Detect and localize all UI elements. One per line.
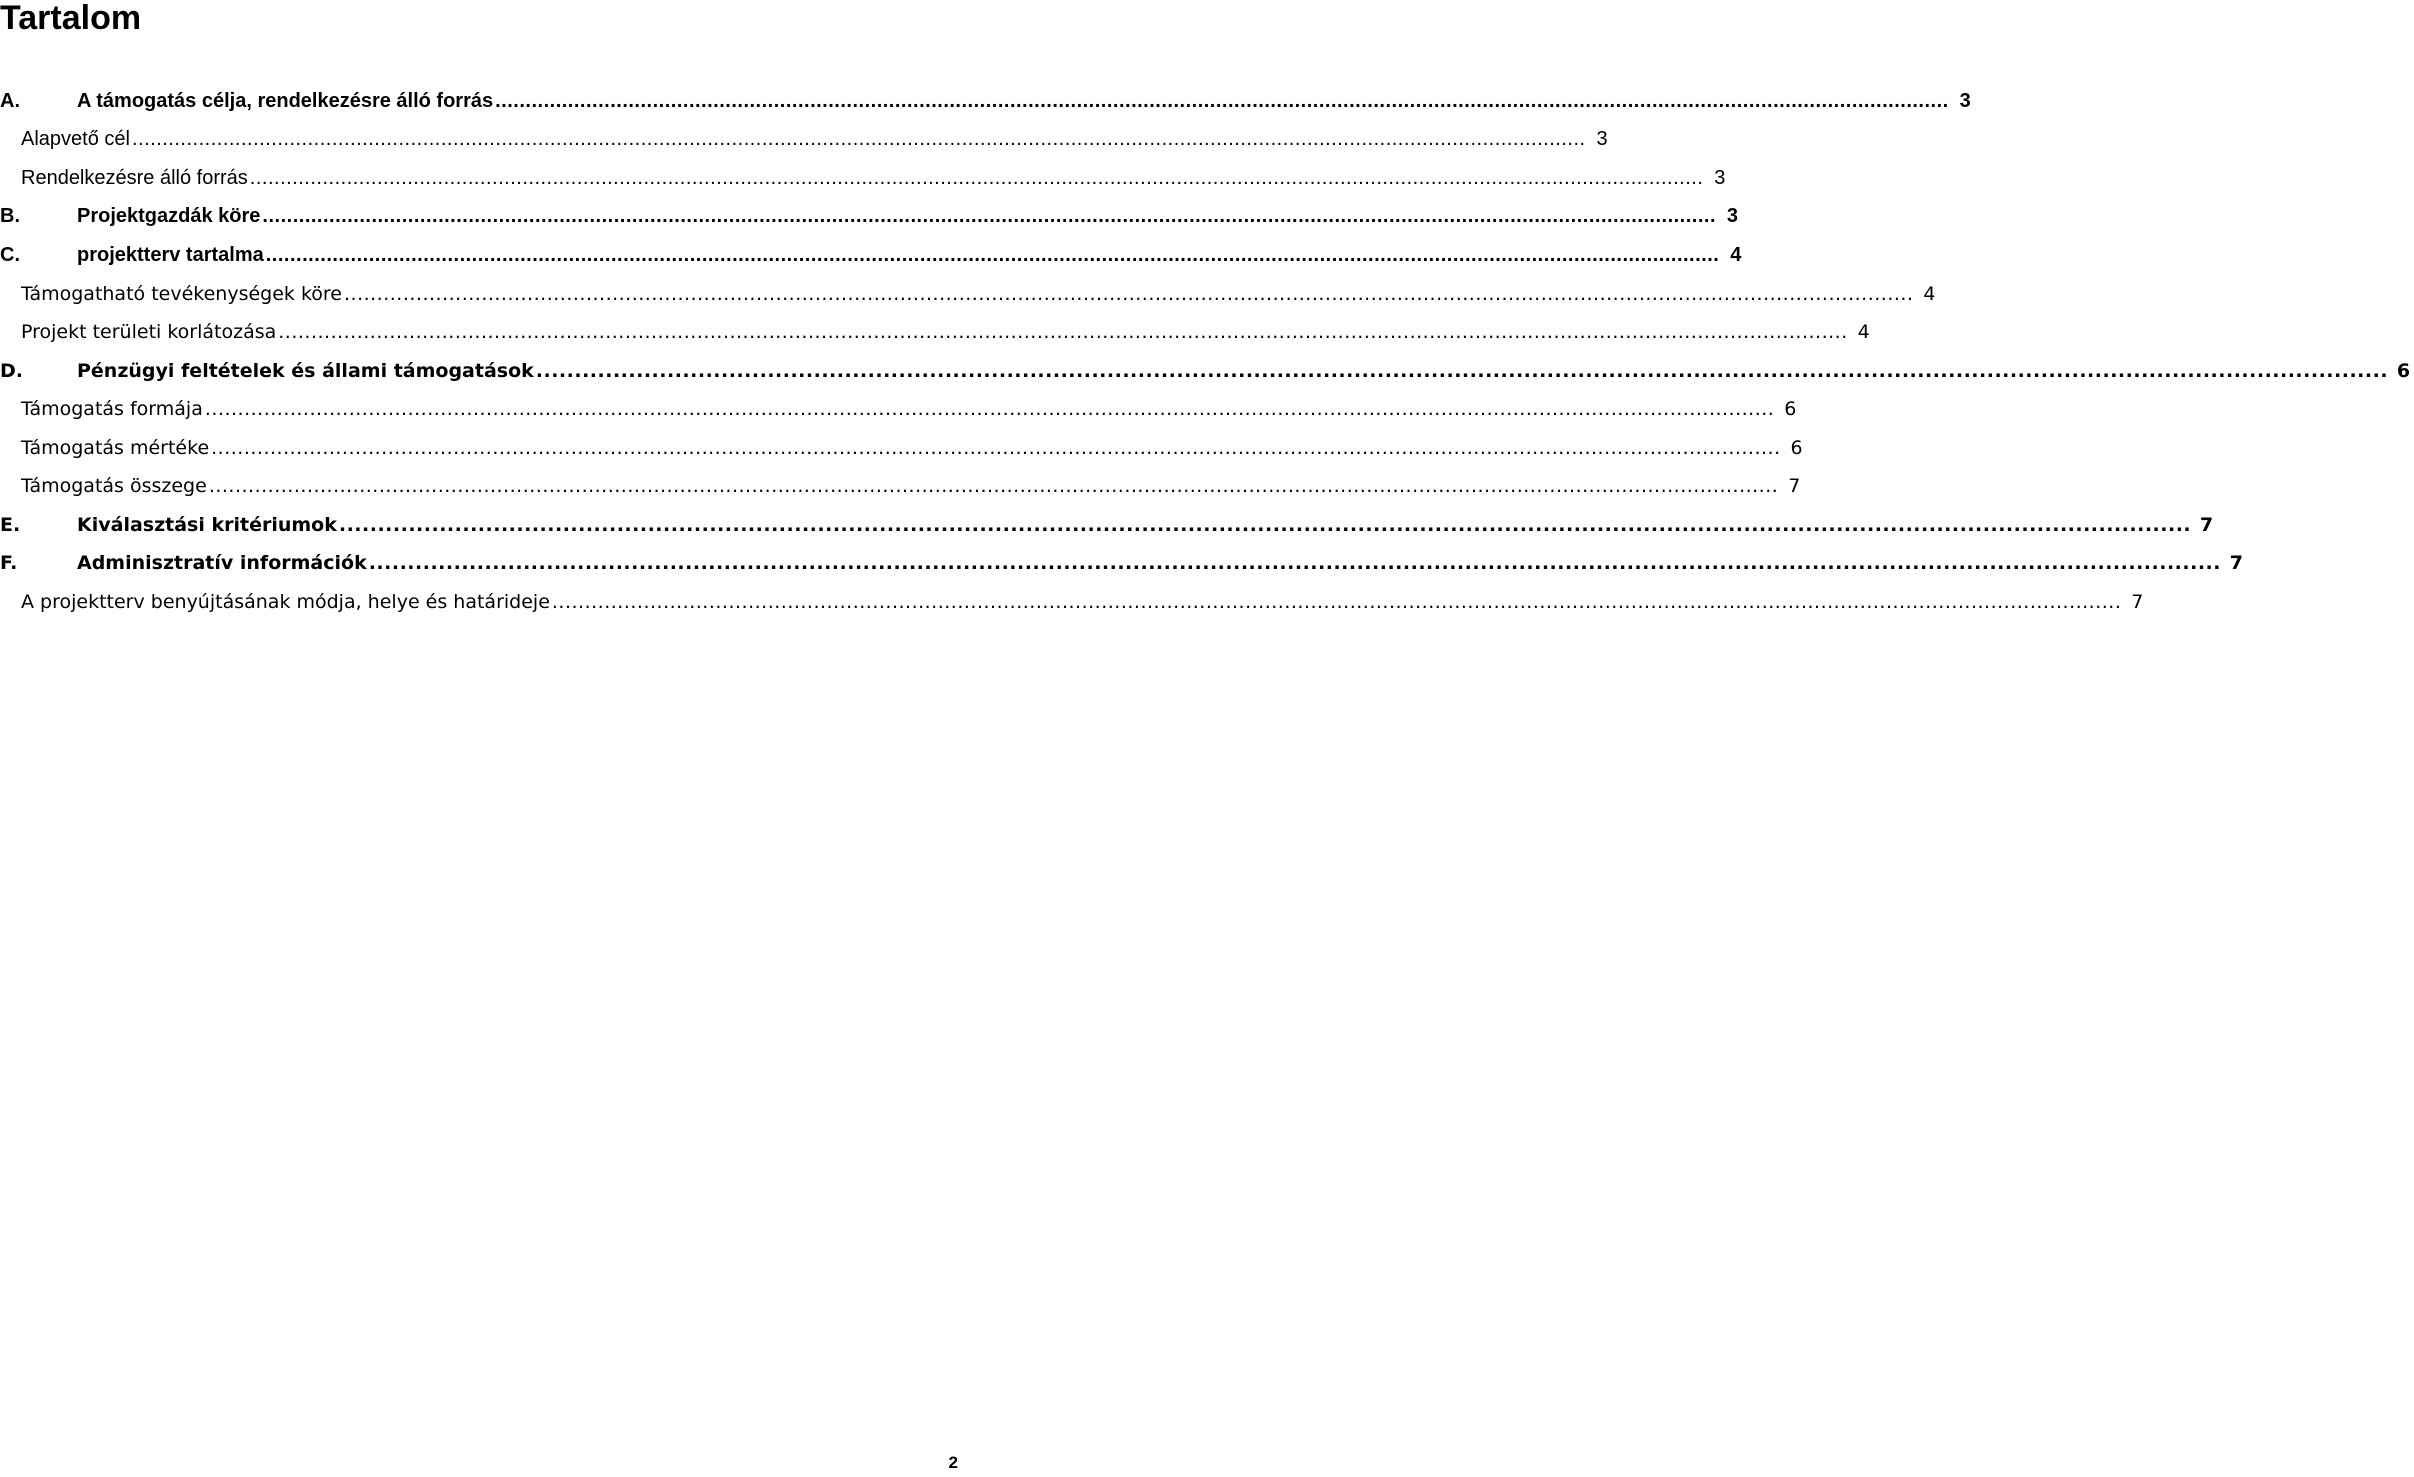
toc-dot-leader: ................................................................................................................................................................................................................................................: [338, 513, 2192, 536]
toc-entry-page: 3: [1726, 205, 1739, 228]
toc-dot-leader: ................................................................................................................................................................................................................................................: [262, 205, 1717, 228]
toc-entry-label: Pénzügyi feltételek és állami támogatások: [77, 359, 534, 382]
page-number: 2: [948, 1453, 958, 1472]
toc-entry-page: 3: [1714, 166, 1726, 189]
toc-dot-leader: ................................................................................................................................................................................................................................................: [343, 282, 1914, 305]
toc-dot-leader: ................................................................................................................................................................................................................................................: [551, 590, 2122, 613]
toc-entry-e[interactable]: [0, 506, 2214, 545]
toc-entry-tamogatas-formaja[interactable]: [0, 390, 1797, 429]
toc-entry-a[interactable]: [0, 82, 1971, 121]
toc-entry-page: 4: [1730, 243, 1742, 266]
toc-entry-label: A projektterv benyújtásának módja, helye és határideje: [21, 590, 550, 613]
toc-entry-page: 6: [2396, 359, 2411, 382]
toc-entry-label: Rendelkezésre álló forrás: [21, 166, 248, 189]
toc-entry-label: Kiválasztási kritériumok: [77, 513, 337, 536]
toc-dot-leader: ................................................................................................................................................................................................................................................: [368, 552, 2221, 575]
toc-entry-label: Támogatható tevékenységek köre: [21, 282, 342, 305]
toc-entry-label: Támogatás mértéke: [21, 436, 210, 459]
toc-entry-label: Projekt területi korlátozása: [21, 321, 277, 344]
toc-entry-label: A támogatás célja, rendelkezésre álló forrás: [77, 89, 494, 112]
toc-entry-f[interactable]: [0, 544, 2243, 583]
toc-entry-number: C.: [0, 243, 20, 266]
toc-entry-number: B.: [0, 205, 20, 228]
toc-entry-tamogathato-tevekenysegek[interactable]: [0, 275, 1936, 314]
toc-dot-leader: ................................................................................................................................................................................................................................................: [535, 359, 2389, 382]
toc-entry-tamogatas-osszege[interactable]: [0, 467, 1801, 506]
toc-entry-page: 4: [1923, 282, 1936, 305]
toc-entry-label: projektterv tartalma: [77, 243, 264, 266]
toc-dot-leader: ................................................................................................................................................................................................................................................: [249, 166, 1704, 189]
toc-dot-leader: ................................................................................................................................................................................................................................................: [265, 243, 1720, 266]
page-title: Tartalom: [0, 0, 142, 37]
table-of-contents: [0, 82, 2411, 621]
toc-entry-d[interactable]: [0, 352, 2411, 391]
toc-entry-number: A.: [0, 89, 20, 112]
toc-dot-leader: ................................................................................................................................................................................................................................................: [204, 398, 1775, 421]
toc-entry-page: 7: [2131, 590, 2144, 613]
toc-entry-projekt-teruleti-korlatozasa[interactable]: [0, 313, 1870, 352]
toc-entry-label: Alapvető cél: [21, 128, 130, 151]
toc-entry-page: 4: [1857, 321, 1870, 344]
toc-entry-number: F.: [0, 552, 18, 575]
toc-dot-leader: ................................................................................................................................................................................................................................................: [495, 89, 1949, 112]
toc-dot-leader: ................................................................................................................................................................................................................................................: [131, 128, 1586, 151]
toc-entry-number: E.: [0, 513, 21, 536]
toc-entry-c[interactable]: [0, 236, 1742, 275]
toc-dot-leader: ................................................................................................................................................................................................................................................: [208, 475, 1779, 498]
toc-entry-label: Támogatás összege: [21, 475, 207, 498]
toc-dot-leader: ................................................................................................................................................................................................................................................: [278, 321, 1848, 344]
toc-entry-page: 7: [1788, 475, 1801, 498]
toc-dot-leader: ................................................................................................................................................................................................................................................: [211, 436, 1781, 459]
toc-entry-page: 3: [1959, 89, 1971, 112]
toc-entry-number: D.: [0, 359, 23, 382]
toc-entry-page: 7: [2199, 513, 2214, 536]
toc-entry-b[interactable]: [0, 198, 1739, 237]
toc-entry-page: 3: [1596, 128, 1608, 151]
toc-entry-page: 7: [2229, 552, 2243, 575]
toc-entry-page: 6: [1790, 436, 1803, 459]
toc-entry-label: Adminisztratív információk: [77, 552, 367, 575]
toc-entry-projektterv-benyujtasa[interactable]: [0, 583, 2144, 622]
toc-entry-rendelkezesre-allo-forras[interactable]: [0, 159, 1726, 198]
toc-entry-page: 6: [1784, 398, 1797, 421]
toc-entry-tamogatas-merteke[interactable]: [0, 429, 1803, 468]
toc-entry-label: Projektgazdák köre: [77, 205, 261, 228]
toc-entry-alapveto-cel[interactable]: [0, 121, 1608, 160]
toc-entry-label: Támogatás formája: [21, 398, 203, 421]
